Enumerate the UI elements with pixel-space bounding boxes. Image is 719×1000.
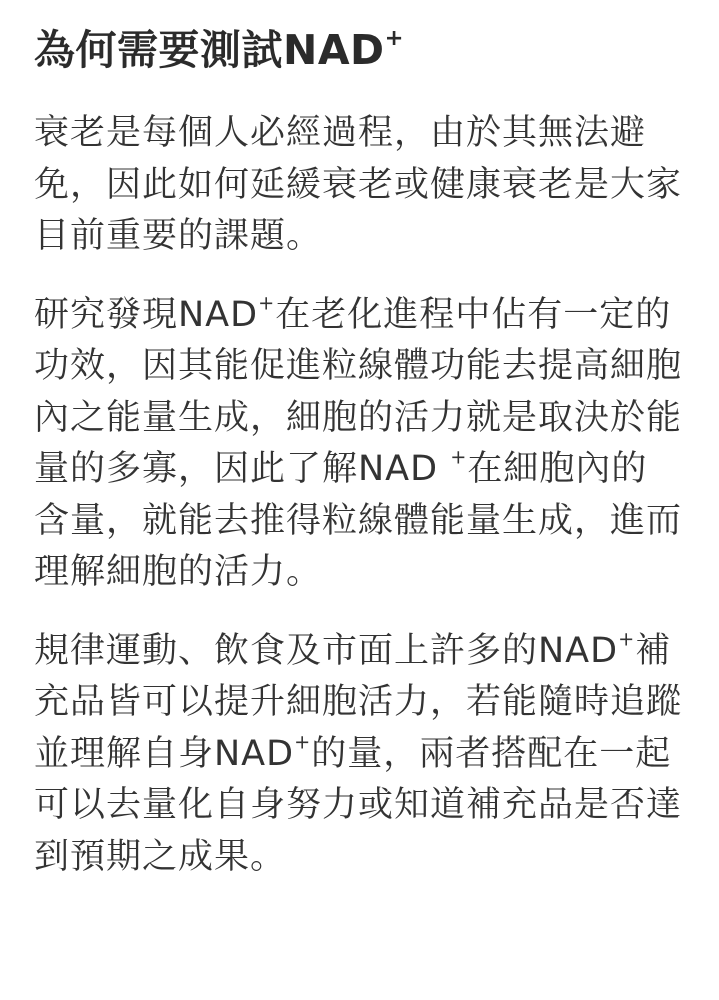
title-text: 為何需要測試NAD	[34, 26, 385, 74]
paragraph-supplements	[34, 626, 683, 884]
paragraph-supplements-superscript-2: +	[294, 730, 312, 754]
paragraph-supplements-superscript-1: +	[618, 627, 636, 651]
paragraph-research-text-3: 在細胞內的含量，就能去推得粒線體能量生成，進而理解細胞的活力。	[34, 449, 683, 592]
page-title	[34, 22, 683, 78]
paragraph-aging	[34, 108, 683, 263]
paragraph-research-text-2: 在老化進程中佔有一定的功效，因其能促進粒線體功能去提高細胞內之能量生成，細胞的活力就是取決於能量的多寡，因此了解NAD	[34, 294, 683, 489]
paragraph-supplements-text-1: 規律運動、飲食及市面上許多的NAD	[34, 630, 619, 671]
paragraph-research-superscript-2: +	[450, 445, 468, 469]
paragraph-supplements-text-2: 補充品皆可以提升細胞活力，若能隨時追蹤並理解自身NAD	[34, 630, 683, 774]
paragraph-supplements-text-3: 的量，兩者搭配在一起可以去量化自身努力或知道補充品是否達到預期之成果。	[34, 733, 683, 877]
title-superscript: +	[384, 24, 404, 51]
paragraph-aging-text: 衰老是每個人必經過程，由於其無法避免，因此如何延緩衰老或健康衰老是大家目前重要的課題。	[34, 113, 683, 256]
paragraph-research	[34, 290, 683, 599]
paragraph-research-superscript-1: +	[258, 291, 276, 315]
paragraph-research-text-1: 研究發現NAD	[34, 294, 259, 335]
